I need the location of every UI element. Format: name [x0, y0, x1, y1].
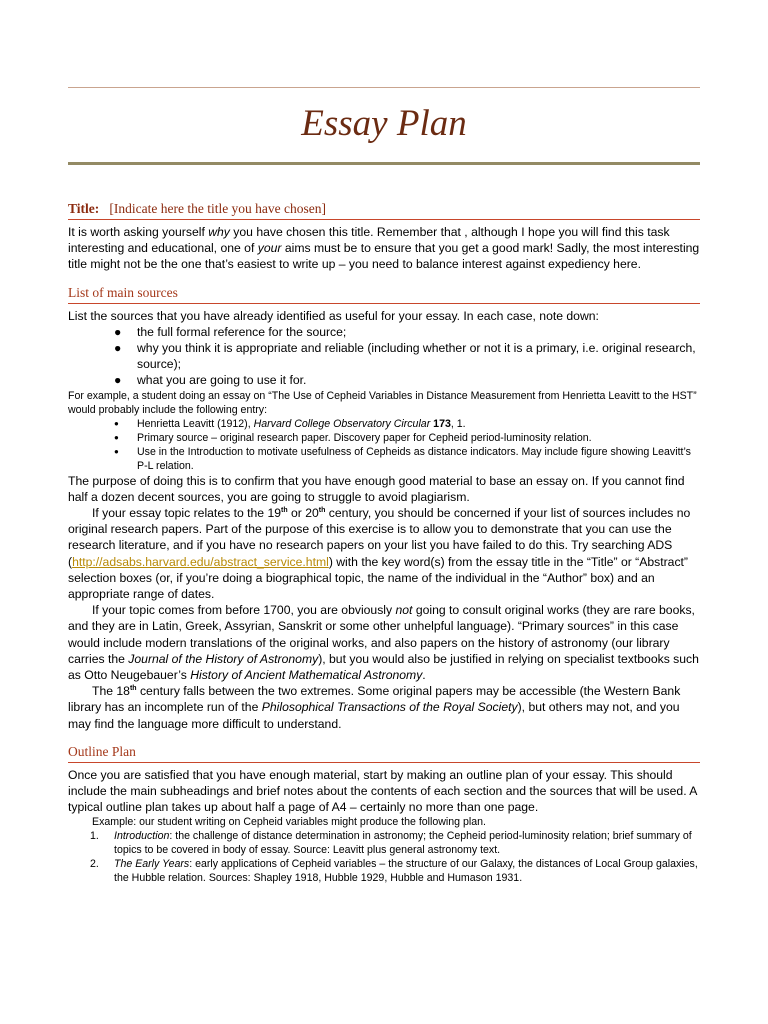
- sources-intro: List the sources that you have already identified as useful for your essay. In each case, note down:: [68, 308, 599, 323]
- list-item: [68, 857, 700, 885]
- text-run: , 1.: [450, 417, 466, 430]
- bullet-icon: ●: [114, 446, 119, 456]
- text-run: It is worth asking yourself: [68, 225, 209, 239]
- emphasis: The Early Years: [114, 858, 190, 871]
- list-item: [68, 372, 700, 388]
- text-run: .: [422, 668, 426, 683]
- text-run: ) with the key word(s) from the essay title in the “Title” or “Abstract” selection boxes (or, if you’re doing a biographical topic, the name of the individual in the “Author” box) and an appropriate range of dates.: [68, 554, 688, 602]
- outline-example: [68, 815, 700, 885]
- bold-text: 173: [433, 417, 451, 430]
- superscript: th: [281, 506, 288, 514]
- top-rule: [68, 87, 700, 88]
- 18th-century-paragraph: [68, 683, 700, 732]
- text-run: Henrietta Leavitt (1912),: [137, 417, 254, 430]
- list-item-text: the full formal reference for the source;: [137, 324, 347, 339]
- example-lead: For example, a student doing an essay on “The Use of Cepheid Variables in Distance Measurement from Henrietta Leavitt to the HST” would probably include the following entry:: [68, 389, 697, 416]
- list-item: [68, 431, 700, 445]
- sources-bullet-list: [68, 324, 700, 389]
- list-item: [68, 324, 700, 340]
- text-run: or 20: [287, 506, 319, 521]
- example-list: [68, 417, 700, 473]
- list-number: 2.: [90, 858, 99, 871]
- title-heading-label: Title:: [68, 201, 100, 216]
- emphasis: Introduction: [114, 830, 170, 843]
- bullet-icon: ●: [114, 324, 122, 339]
- title-heading: [68, 200, 700, 220]
- bullet-icon: ●: [114, 418, 119, 428]
- ads-link[interactable]: http://adsabs.harvard.edu/abstract_service.html: [72, 554, 329, 569]
- title-paragraph: [68, 224, 700, 273]
- title-rule: [68, 162, 700, 165]
- purpose-paragraph: The purpose of doing this is to confirm that you have enough good material to base an essay on. If you cannot find half a dozen decent sources, you are going to struggle to avoid plagiarism.: [68, 473, 685, 504]
- emphasis: why: [208, 225, 230, 239]
- list-item-text: Primary source – original research paper. Discovery paper for Cepheid period-luminosity relation.: [137, 431, 592, 444]
- list-item: [68, 417, 700, 431]
- pre-1700-paragraph: [68, 602, 700, 683]
- list-item: [68, 829, 700, 857]
- outline-heading: Outline Plan: [68, 743, 700, 763]
- document-body: [68, 200, 700, 885]
- document-title: Essay Plan: [301, 103, 467, 144]
- outline-list: [68, 829, 700, 885]
- emphasis: Harvard College Observatory Circular: [253, 417, 431, 430]
- list-item-text: Use in the Introduction to motivate usefulness of Cepheids as distance indicators. May include figure showing Leavitt’s P-L relation.: [137, 445, 691, 472]
- list-item: [68, 445, 700, 473]
- bullet-icon: ●: [114, 341, 122, 356]
- text-run: If your essay topic relates to the 19: [92, 506, 282, 521]
- superscript: th: [318, 506, 326, 514]
- emphasis: Philosophical Transactions of the Royal Society: [261, 700, 518, 715]
- list-item-text: : early applications of Cepheid variables – the structure of our Galaxy, the distances of Local Group galaxies, the Hubble relation. Sources: Shapley 1918, Hubble 1929, Hubble and Humason 1931.: [114, 858, 698, 885]
- text-run: The 18: [92, 684, 130, 699]
- emphasis: Journal of the History of Astronomy: [128, 651, 319, 666]
- text-run: aims must be to ensure that you get a good mark! Sadly, the most interesting title might not be the one that’s easiest to write up – you need to balance interest against expediency here.: [68, 241, 700, 272]
- text-run: century falls between the two extremes. Some original papers may be accessible (the Western Bank library has an incomplete run of the: [68, 684, 681, 715]
- sources-heading: List of main sources: [68, 284, 700, 304]
- list-item-text: : the challenge of distance determination in astronomy; the Cepheid period-luminosity relation; brief summary of topics to be covered in body of essay. Source: Leavitt plus general astronomy text.: [114, 830, 692, 857]
- outline-intro: Once you are satisfied that you have enough material, start by making an outline plan of your essay. This should include the main subheadings and brief notes about the contents of each section and the sources that will be used. A typical outline plan takes up about half a page of A4 – certainly no more than one page.: [68, 767, 697, 815]
- text-run: you have chosen this title. Remember that , although I hope you will find this task interesting and educational, one of: [68, 225, 670, 256]
- emphasis: not: [395, 603, 413, 618]
- sources-example: [68, 389, 700, 473]
- list-item-text: what you are going to use it for.: [137, 373, 307, 388]
- title-placeholder: [Indicate here the title you have chosen]: [109, 201, 327, 216]
- bullet-icon: ●: [114, 373, 122, 388]
- superscript: th: [129, 685, 137, 693]
- emphasis: History of Ancient Mathematical Astronomy: [190, 668, 423, 683]
- text-run: ), but you would also be justified in relying on specialist textbooks such as Otto Neugebauer’s: [68, 651, 699, 683]
- bullet-icon: ●: [114, 432, 119, 442]
- text-run: If your topic comes from before 1700, you are obviously: [92, 603, 396, 618]
- research-paragraph: [68, 505, 700, 602]
- list-item-text: why you think it is appropriate and reliable (including whether or not it is a primary, i.e. original research, source);: [137, 341, 696, 372]
- text-run: ), but others may not, and you may find the language more difficult to understand.: [68, 700, 680, 731]
- text-run: century, you should be concerned if your list of sources includes no original research papers. Part of the purpose of this exercise is to allow you to demonstrate that you can use the research literature, and if you have no research papers on your list you have failed to do this. Try searching ADS (: [68, 506, 691, 569]
- emphasis: your: [257, 241, 282, 256]
- outline-example-lead: Example: our student writing on Cepheid variables might produce the following plan.: [92, 816, 486, 829]
- list-number: 1.: [90, 830, 99, 843]
- text-run: going to consult original works (they are rare books, and they are in Latin, Greek, Assyrian, Sanskrit or some other unhelpful language). “Primary sources” in this case would include modern translations of the original works, and also papers on the history of astronomy (our library carries the: [68, 603, 695, 666]
- list-item: [68, 340, 700, 372]
